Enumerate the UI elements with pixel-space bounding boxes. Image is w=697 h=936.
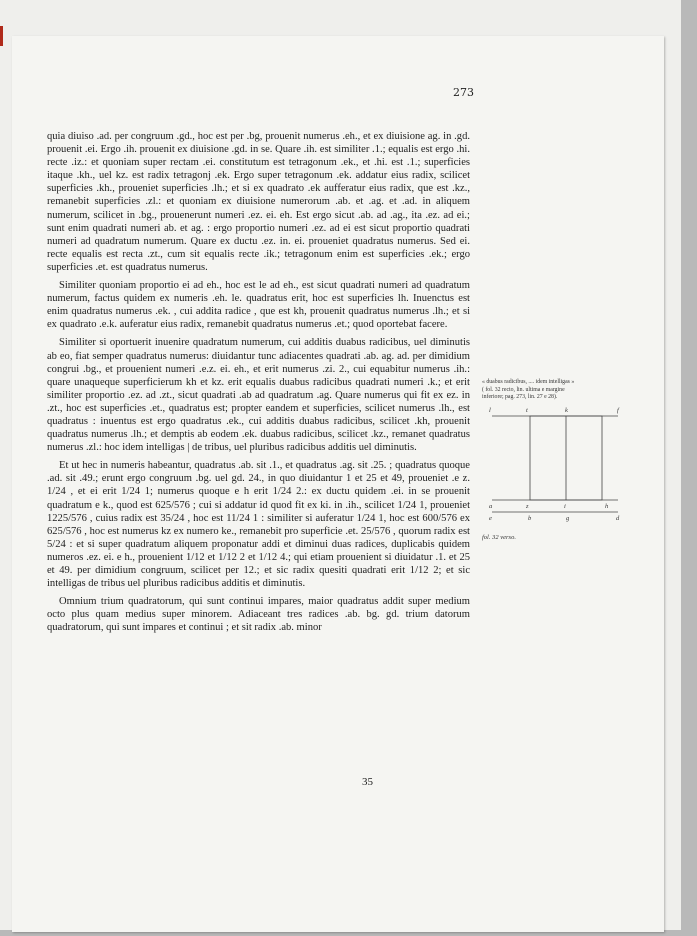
label-h: h — [605, 503, 609, 510]
label-b: b — [528, 515, 532, 522]
page-number: 273 — [453, 86, 474, 99]
book-edge-marker — [0, 26, 3, 46]
paragraph-4: Et ut hec in numeris habeantur, quadratus .ab. sit .1., et quadratus .ag. sit .25. ; quadratus quoque .ad. sit .49.; erunt ergo congruum .bg. uel gd. 24., in quo diuidantur 1 et 25 et 49, proueniet .e z. 1/24 , et ei erit 1/24 1; numerus quoque e h erit 1/24 2.: ex ductu quidem .ei. in se prouenit quadratum e k., quod est 625/576 ; cui si addatur id quod fit ex ki. in .ih., scilicet 1/24 1, proueniet 1225/576 , cuius radix est 35/24 , hoc est 11/24 1 : similiter si auferatur 1/24 1, hoc est 600/576 ex 625/576 , hoc est numerus kz ex numero ke., remanebit pro superficie .et. 25/576 , quorum radix est 5/24 : et si super quadratum aliquem proponatur addi et diminui duas radices, duplicabis quidem numeros .ez. ei. e h., prouenient 1/12 et 1/12 2 et 1/12 4.; qui etiam prouenient si diuidatur .1. et 25 et 49. per dimidium congruum, scilicet per 12.; et sic radix quesiti quadrati erit 1/12 2; et sic intelligas de tribus uel pluribus radicibus additis et diminutis. — [47, 460, 470, 590]
paragraph-2: Similiter quoniam proportio ei ad eh., hoc est le ad eh., est sicut quadrati numeri ad quadratum numerum, factus quidem ex numeris .eh. le. quadratus erit, hoc est superficies lh. Inuenctus est enim quadratus numerus .ek. , cui addita radice , que est kh, prouenit quadratus numerus .lh.; et si ex quadrato .e.k. auferatur eius radix, remanebit quadratus numerus .et.; quod oportebat facere. — [47, 280, 470, 331]
label-z: z — [526, 503, 529, 510]
margin-note-line: « duabus radicibus, .... idem intelligas » — [482, 379, 575, 385]
label-i: i — [564, 503, 566, 510]
signature-number: 35 — [362, 776, 373, 788]
margin-note-line: inferiore; pag. 273, lin. 27 e 28). — [482, 394, 558, 401]
main-text — [47, 130, 470, 634]
label-d: d — [616, 515, 620, 522]
label-k: k — [565, 407, 568, 414]
geometric-diagram — [482, 402, 627, 522]
label-l: l — [489, 407, 491, 414]
label-t: t — [526, 407, 528, 414]
margin-note-line: ( fol. 32 recto, lin. ultima e margine — [482, 386, 565, 393]
paragraph-1: quia diuiso .ad. per congruum .gd., hoc est per .bg, prouenit numerus .eh., et ex diuisione ag. in .gd. prouenit .ei. Ergo .ih. prouenit ex diuisione .gd. in se. Quare .ih. est similiter .1.; equalis est ergo .hi. recte .iz.: et quoniam super rectam .ei. constitutum est tetragonum .ek., et .hi. est .1.; superficies itaque .kh., uel kz. est radix tetragonj .ek. Ergo super tetragonum .ek. addatur eius radix, scilicet superficies .kh., proueniet superficies .lh.; et si ex quadrato .ek aufferatur eius radix, que est .kz., remanebit superficies .zl.: et quoniam ex diuisione numerorum .ab. et .ag. et .ad. in aliquem numerum, scilicet in .bg., prouenerunt numeri .ez. ei. eh. Est ergo sicut .ab. ad .ag., ita .ez. ad ei.; sunt enim quadrati numeri ab. et ag. : ergo proportio numeri .ez. ad ei est sicut proportio quadrati numeri ad quadratum numerum. Quare ex ductu .ez. in. ei. proueniet quadratus numerus. Sed ei. recte equalis est recta .zt., cum sit equalis recte .ik.; tetragonum enim est superficies .ek.; ergo superficies .et. est quadratus numerus. — [47, 131, 470, 273]
margin-note — [482, 379, 634, 402]
paragraph-3: Similiter si oportuerit inuenire quadratum numerum, cui additis duabus radicibus, uel diminutis ab eo, fiat semper quadratus numerus: diuidantur tunc adiacentes quadrati .ab. ag. ad. per dimidium congrui .bg., et prouenient numeri .e.z. ei. eh., et erit numerus .zi. 2., cui equabitur numerus .ih.: quare unaqueque superficierum kh et kz. erit equalis duabus radicibus quadrati numeri .k.; et erit similiter proportio .ez. ad .zt., sicut quadrati .ab ad quadratum .ag. Quare numerus qui fit ex ez. in .zt., hoc est superficies .et., quadratus est; propter eandem et superficies, scilicet numerus .lh., est quadratus : inuentus est ergo quadratus .ek., cui additis duabus radicibus, scilicet .kh, prouenit quadratus numerus .lh.; et demptis ab eodem .ek. duabus radicibus, scilicet .kz., remanet quadratus numerus .zl.: hoc idem intelligas | de tribus, uel pluribus radicibus additis uel diminutis. — [47, 337, 470, 454]
label-g: g — [566, 515, 570, 522]
folio-note: fol. 32 verso. — [482, 534, 516, 541]
label-a: a — [489, 503, 493, 510]
label-f: f — [617, 407, 619, 414]
paragraph-5: Omnium trium quadratorum, qui sunt continui impares, maior quadratus addit super medium octo plus quam medius super minorem. Adiaceant tres radices .ab. bg. gd. trium datorum quadratorum, qui sunt impares et continui ; et sit radix .ab. minor — [47, 596, 470, 634]
label-e: e — [489, 515, 492, 522]
